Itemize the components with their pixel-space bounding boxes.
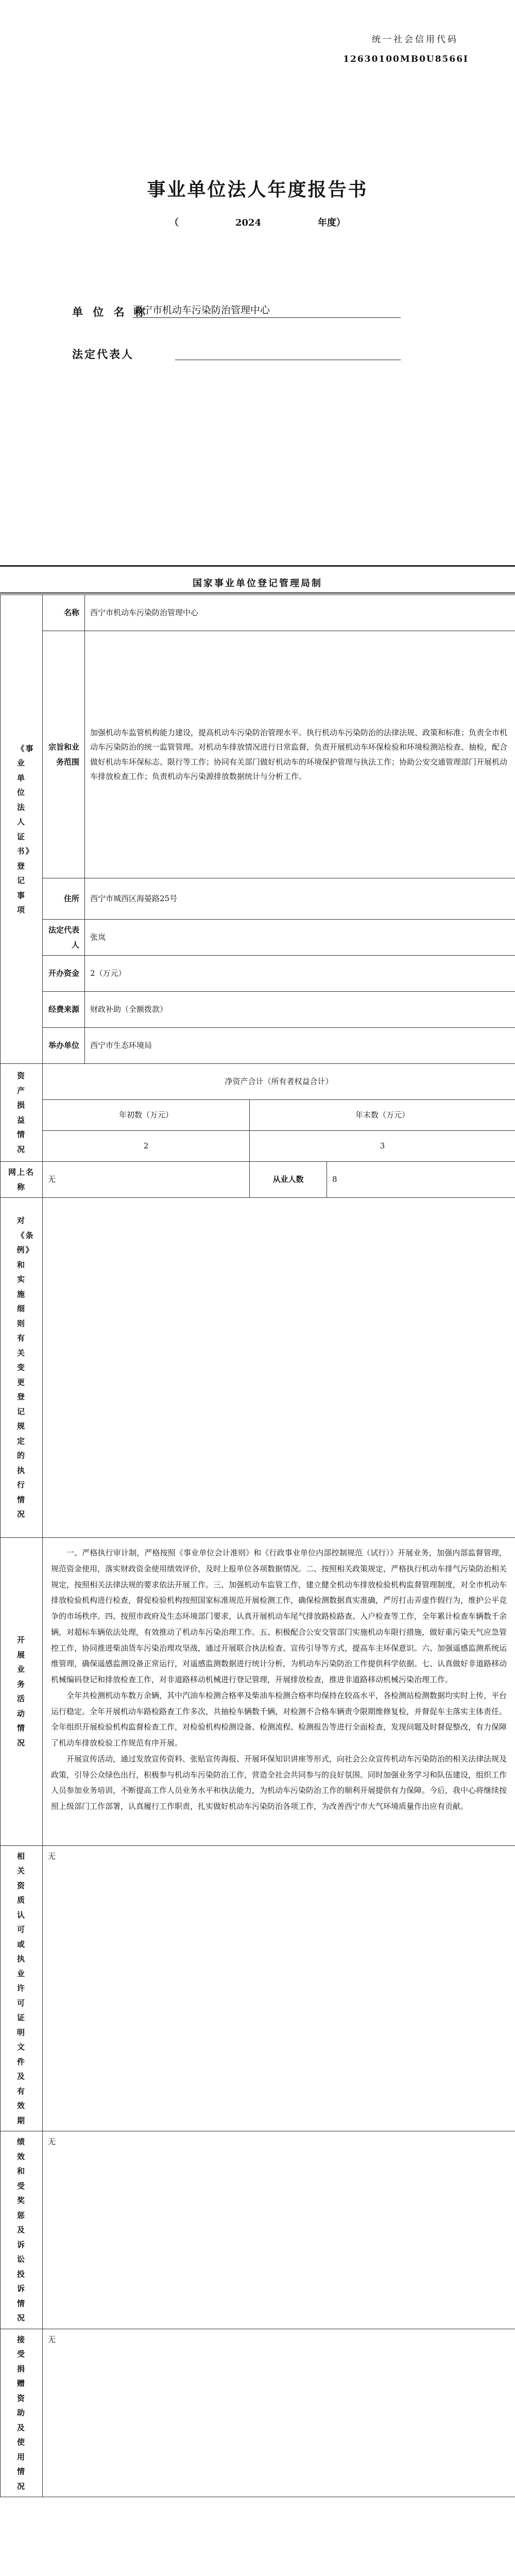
business-label: 开展业务活动情况	[1, 1538, 43, 1846]
row-business	[1, 1538, 515, 1846]
row-opening-fund	[1, 956, 515, 992]
row-assets-head	[1, 1100, 515, 1131]
year-open: （	[169, 217, 179, 228]
license-label: 相关资质认可或执业许可证明文件及有效期	[1, 1845, 43, 2131]
legal-rep-value	[175, 345, 401, 360]
staff-label: 从业人数	[250, 1162, 327, 1198]
name-value: 西宁市机动车污染防治管理中心	[85, 595, 515, 631]
net-assets-label: 净资产合计（所有者权益合计）	[43, 1064, 515, 1100]
report-table	[0, 595, 515, 2497]
row-legal-rep	[1, 920, 515, 956]
legal-rep-row-label: 法定代表人	[43, 920, 85, 956]
report-year	[0, 215, 515, 229]
year-value: 2024	[235, 217, 262, 228]
donations-label: 接受捐赠资助及使用情况	[1, 2329, 43, 2497]
sponsor-value: 西宁市生态环境局	[85, 1028, 515, 1064]
website-value: 无	[43, 1162, 250, 1198]
unit-name-value: 西宁市机动车污染防治管理中心	[133, 303, 401, 318]
row-net-assets	[1, 1064, 515, 1100]
row-assets-values	[1, 1131, 515, 1162]
end-value: 3	[250, 1131, 515, 1162]
funding-source-value: 财政补助（全额拨款）	[85, 992, 515, 1028]
cert-section-label: 《事业单位法人证书》登记事项	[1, 595, 43, 1064]
regulation-label: 对《条例》和实施细则有关变更登记规定的执行情况	[1, 1198, 43, 1538]
row-awards	[1, 2131, 515, 2329]
purpose-value: 加强机动车监管机构能力建设，提高机动车污染防治管理水平。执行机动车污染防治的法律法规、政策和标准；负责全市机动车污染防治的统一监管管理。对机动车排放情况进行日常监督，负责开展机动车环保检验和环境检测站检查、抽检，配合做好机动车环保标志、限行等工作；协同有关部门做好机动车的环境保护管理与执法工作；协助公安交通管理部门开展机动车排放检查工作；负责机动车污染源排放数据统计与分析工作。	[85, 631, 515, 878]
business-content	[43, 1538, 515, 1846]
org-header: 国家事业单位登记管理局制	[193, 578, 322, 589]
purpose-label: 宗旨和业务范围	[43, 631, 85, 878]
row-regulation	[1, 1198, 515, 1538]
divider-top	[0, 565, 515, 567]
business-paragraph: 全年共检测机动车数万余辆，其中汽油车检测合格率及柴油车检测合格率均保持在较高水平，各检测站检测数据均实时上传，平台运行稳定。全年开展机动车路检路查工作多次，共抽检车辆数千辆，对检测不合格车辆责令限期维修复检，并督促车主落实主体责任。全年组织开展检验机构监督检查工作，对检验机构检测设备、检测流程、检测报告等进行全面检查，发现问题及时督促整改，有力保障了机动车排放检验工作规范有序开展。	[51, 1690, 507, 1748]
row-purpose	[1, 631, 515, 878]
row-website	[1, 1162, 515, 1198]
assets-label: 资产损益情况	[1, 1064, 43, 1162]
website-label: 网上名称	[1, 1162, 43, 1198]
row-address	[1, 878, 515, 920]
awards-label: 绩效和受奖惩及诉讼投诉情况	[1, 2131, 43, 2329]
staff-value: 8	[327, 1162, 515, 1198]
end-label: 年末数（万元）	[250, 1100, 515, 1131]
opening-fund-value: 2（万元）	[85, 956, 515, 992]
donations-value: 无	[43, 2329, 515, 2497]
row-license	[1, 1845, 515, 2131]
regulation-value	[43, 1198, 515, 1538]
funding-source-label: 经费来源	[43, 992, 85, 1028]
legal-rep-label: 法定代表人	[72, 348, 134, 361]
legal-rep-row-value: 张岚	[85, 920, 515, 956]
license-value: 无	[43, 1845, 515, 2131]
row-sponsor	[1, 1028, 515, 1064]
row-donations	[1, 2329, 515, 2497]
awards-value: 无	[43, 2131, 515, 2329]
begin-label: 年初数（万元）	[43, 1100, 250, 1131]
address-value: 西宁市城西区海晏路25号	[85, 878, 515, 920]
row-name	[1, 595, 515, 631]
address-label: 住所	[43, 878, 85, 920]
row-funding-source	[1, 992, 515, 1028]
document-title: 事业单位法人年度报告书	[147, 179, 368, 200]
business-paragraph: 一、严格执行审计制，严格按照《事业单位会计准则》和《行政事业单位内部控制规范（试行）》开展业务，加强内部监督管理，规范资金使用，落实财政资金使用绩效评价，及时上报单位各项数据情况。二、按照相关政策规定，严格执行机动车排气污染防治相关规定，按照相关法律法规的要求依法开展工作。三、加强机动车监管工作，建立健全机动车排放检验机构监督管理制度，对全市机动车排放检验机构进行检查，督促检验机构按照国家标准规范开展检测工作，确保检测数据真实准确，严厉打击弄虚作假行为，维护公平竞争的市场秩序。四、按照市政府及生态环境部门要求，认真开展机动车尾气排放路检路查、入户检查等工作，全年累计检查车辆数千余辆，对超标车辆依法处理，有效推动了机动车污染治理工作。五、积极配合公安交管部门实施机动车限行措施，做好重污染天气应急管控工作，协同推进柴油货车污染治理攻坚战，通过开展联合执法检查、宣传引导等方式，提高车主环保意识。六、加强遥感监测系统运维管理，确保遥感监测设备正常运行，对遥感监测数据进行统计分析，为机动车污染防治工作提供科学依据。七、认真做好非道路移动机械编码登记和排放检查工作，对非道路移动机械进行登记管理，开展排放检查，推进非道路移动机械污染治理工作。	[51, 1548, 507, 1684]
name-label: 名称	[43, 595, 85, 631]
credit-code: 12630100MB0U8566I	[343, 54, 469, 64]
unit-name-label: 单 位 名 称	[72, 306, 148, 318]
year-close: 年度）	[318, 217, 346, 228]
opening-fund-label: 开办资金	[43, 956, 85, 992]
divider-header	[0, 592, 515, 594]
begin-value: 2	[43, 1131, 250, 1162]
business-paragraph: 开展宣传活动，通过发放宣传资料、张贴宣传海报、开展环保知识讲座等形式，向社会公众宣传机动车污染防治的相关法律法规及政策，引导公众绿色出行，积极参与机动车污染防治工作，营造全社会共同参与的良好氛围。同时加强业务学习和队伍建设，组织工作人员参加业务培训，不断提高工作人员业务水平和执法能力，为机动车污染防治工作的顺利开展提供有力保障。今后，我中心将继续按照上级部门工作部署，认真履行工作职责，扎实做好机动车污染防治各项工作，为改善西宁市大气环境质量作出应有贡献。	[51, 1754, 507, 1811]
sponsor-label: 举办单位	[43, 1028, 85, 1064]
credit-code-label: 统一社会信用代码	[372, 35, 458, 45]
